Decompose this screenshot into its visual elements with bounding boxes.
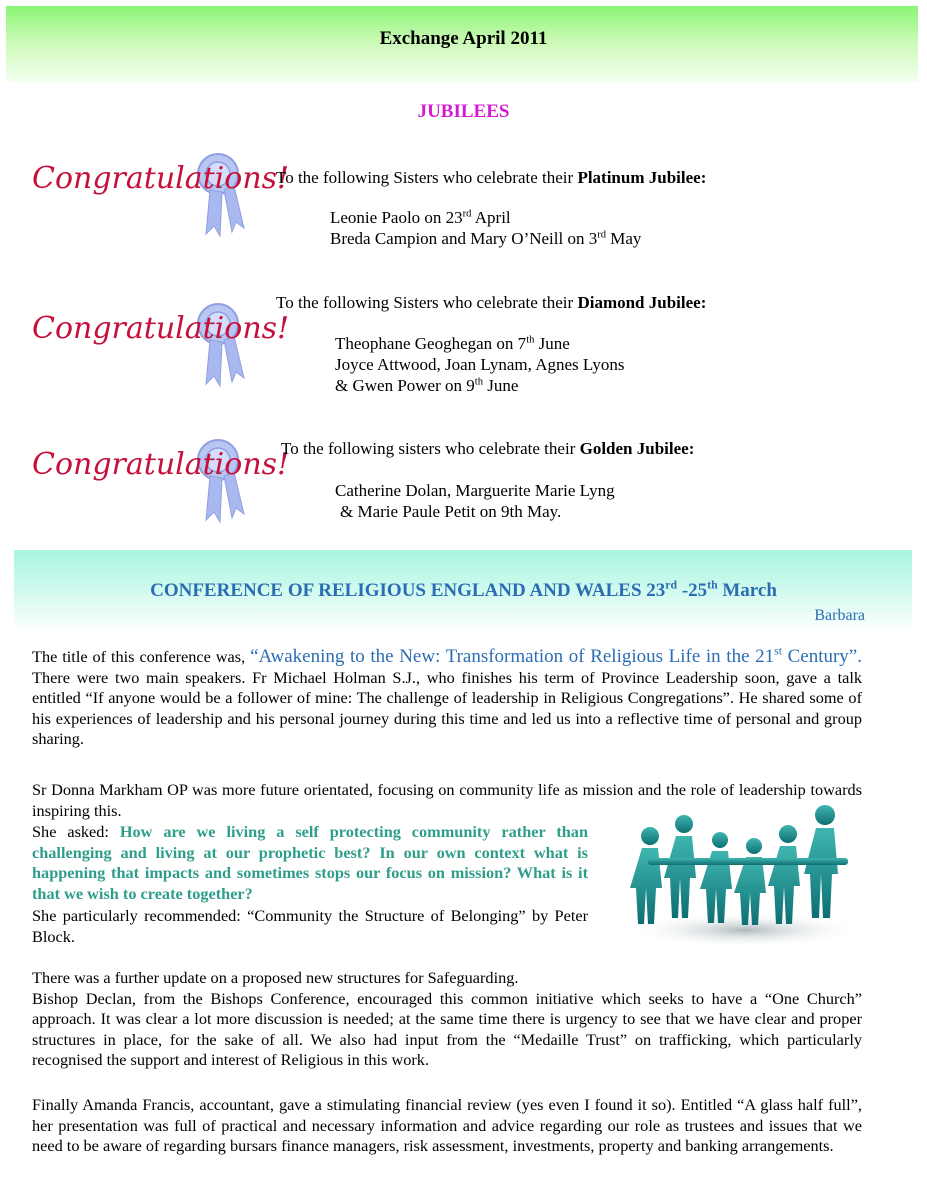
diamond-intro: To the following Sisters who celebrate their Diamond Jubilee: (276, 293, 707, 312)
golden-names: Catherine Dolan, Marguerite Marie Lyng & Marie Paule Petit on 9th May. (335, 481, 615, 521)
platinum-names: Leonie Paolo on 23rd April Breda Campion and Mary O’Neill on 3rd May (330, 208, 642, 248)
paragraph-finance: Finally Amanda Francis, accountant, gave a stimulating financial review (yes even I found it so). Entitled “A glass half full”, her presentation was full of practical and necessary information and advice regarding our role as trustees and issues that we need to be aware of regarding bursars finance managers, risk assessment, investments, property and banking arrangements. (32, 1095, 862, 1155)
congratulations-ribbon-icon (28, 428, 290, 523)
jubilees-heading: JUBILEES (417, 101, 510, 122)
congratulations-ribbon-icon (28, 142, 290, 237)
conference-heading: CONFERENCE OF RELIGIOUS ENGLAND AND WALES 23rd -25th March (150, 578, 777, 601)
congratulations-lettering: Congratulations! (32, 311, 290, 346)
people-chain-icon (622, 802, 868, 950)
platinum-intro: To the following Sisters who celebrate their Platinum Jubilee: (276, 168, 707, 187)
paragraph-donna: Sr Donna Markham OP was more future orientated, focusing on community life as mission and the role of leadership towards inspiring this. (32, 780, 862, 820)
paragraph-safeguarding: There was a further update on a proposed new structures for Safeguarding. Bishop Declan, from the Bishops Conference, encouraged this common initiative which seeks to have a “One Church” approach. It was clear a lot more discussion is needed; at the same time there is urgency to see that we have clear and proper structures in place, for the sake of all. We also had input from the “Medaille Trust” on trafficking, which particularly recognised the support and interest of Religious in this work. (32, 968, 862, 1069)
paragraph-intro: The title of this conference was, “Awakening to the New: Transformation of Religious Life in the 21st Century”. There were two main speakers. Fr Michael Holman S.J., who finishes his term of Province Leadership soon, gave a talk entitled “If anyone would be a follower of mine: The challenge of leadership in Religious Congregations”. He shared some of his experiences of leadership and his personal journey during this time and led us into a reflective time of personal and group sharing. (32, 644, 862, 748)
paragraph-questions: She asked: How are we living a self protecting community rather than challenging and living at our prophetic best? In our own context what is happening that impacts and sometimes stops our focus on mission? What is it that we wish to create together? (32, 822, 589, 903)
page-title: Exchange April 2011 (379, 28, 548, 49)
congratulations-lettering: Congratulations! (32, 447, 290, 482)
congratulations-lettering: Congratulations! (32, 161, 290, 196)
conference-author: Barbara (814, 607, 865, 624)
congratulations-ribbon-icon (28, 292, 290, 387)
paragraph-recommendation: She particularly recommended: “Community the Structure of Belonging” by Peter Block. (32, 906, 588, 946)
golden-intro: To the following sisters who celebrate their Golden Jubilee: (281, 439, 695, 458)
diamond-names: Theophane Geoghegan on 7th June Joyce Attwood, Joan Lynam, Agnes Lyons & Gwen Power on 9th June (335, 334, 625, 395)
